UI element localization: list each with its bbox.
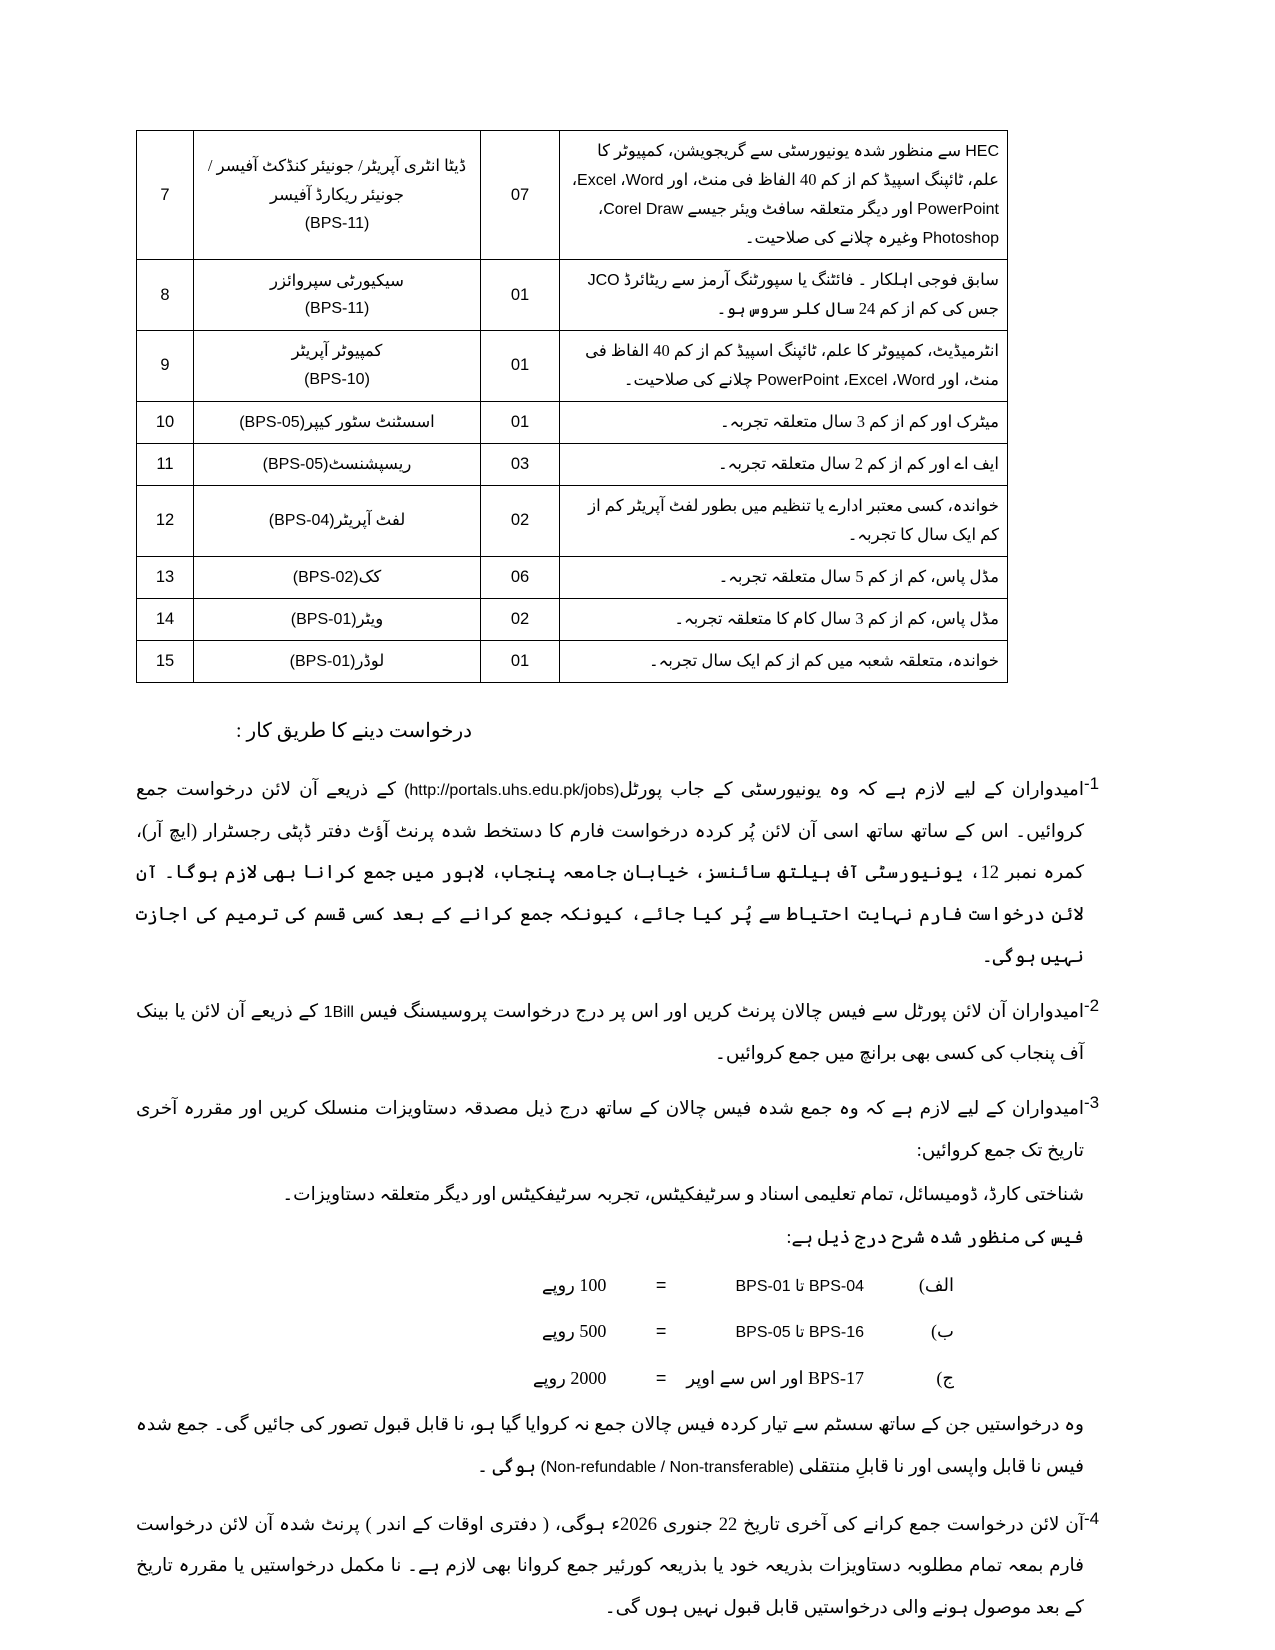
serial-number-cell: 8 <box>137 260 194 331</box>
vacancy-count-cell: 01 <box>481 640 560 682</box>
note-text-1: وہ درخواستیں جن کے ساتھ سسٹم سے تیار کردہ فیس چالان جمع نہ کروایا گیا ہو، نا قابل قبول تصور کی جائیں گی۔ جمع شدہ فیس نا قابل واپسی اور نا قابلِ منتقلی <box>136 1415 1084 1477</box>
table-row <box>137 485 1008 556</box>
list-item-number: -4 <box>1084 1508 1100 1528</box>
table-row <box>137 401 1008 443</box>
qualification-cell <box>560 260 1008 331</box>
vacancy-count-cell: 06 <box>481 556 560 598</box>
serial-number-cell: 13 <box>137 556 194 598</box>
qual-word-label: Word <box>896 371 935 389</box>
qual-text-2: اور دیگر متعلقہ سافٹ ویئر جیسے <box>683 199 918 218</box>
fee-row-amount: 2000 روپے <box>532 1367 607 1388</box>
list-item <box>136 992 1136 1075</box>
list-item-number: -3 <box>1084 1093 1100 1113</box>
fee-row-equals: = <box>655 1321 667 1342</box>
note-text-2: ہوگی ۔ <box>477 1457 541 1477</box>
vacancy-count-cell: 01 <box>481 330 560 401</box>
list-item-body <box>136 770 1084 978</box>
fee-row-amount: 100 روپے <box>541 1274 607 1295</box>
vacancy-count-cell: 03 <box>481 443 560 485</box>
list-item-number: -2 <box>1084 996 1100 1016</box>
post-title-cell <box>194 330 481 401</box>
list-item-body <box>136 992 1084 1075</box>
qual-text-2: چلانے کی صلاحیت۔ <box>623 369 758 389</box>
post-bps: (BPS-11) <box>304 300 370 318</box>
qual-excel-label: Excel <box>577 172 617 189</box>
qual-text-1: سابق فوجی اہلکار ۔ فائٹنگ یا سپورٹنگ آرمز سے ریٹائرڈ <box>619 270 999 289</box>
vacancy-count-cell: 07 <box>481 131 560 260</box>
qual-sep-3: ، <box>597 199 604 218</box>
table-row <box>137 443 1008 485</box>
fee-schedule-table <box>523 1262 964 1402</box>
bill-service-label: 1Bill <box>323 1004 354 1022</box>
section-heading-text: درخواست دینے کا طریق کار : <box>236 720 473 742</box>
post-bps: (BPS-04) <box>268 512 335 530</box>
table-row <box>137 330 1008 401</box>
nonrefundable-label: (Non-refundable / Non-transferable) <box>540 1459 794 1476</box>
serial-number-cell: 12 <box>137 485 194 556</box>
qualification-cell: ایف اے اور کم از کم 2 سال متعلقہ تجربہ۔ <box>560 443 1008 485</box>
fee-row-band: BPS-01 تا BPS-04 <box>735 1277 864 1295</box>
jobs-table-container <box>136 130 1008 683</box>
list-item-body <box>136 1089 1084 1490</box>
fee-intro-line: فیس کی منظور شدہ شرح درج ذیل ہے: <box>786 1228 1084 1249</box>
required-documents-line: شناختی کارڈ، ڈومیسائل، تمام تعلیمی اسناد و سرٹیفکیٹس، تجربہ سرٹیفکیٹس اور دیگر متعلقہ دستاویزات۔ <box>282 1184 1084 1205</box>
qualification-cell: خواندہ، متعلقہ شعبہ میں کم از کم ایک سال تجربہ۔ <box>560 640 1008 682</box>
post-title-cell <box>194 598 481 640</box>
list-item-body <box>136 1505 1084 1630</box>
qual-hec-label: HEC <box>965 143 999 160</box>
qual-text-3: وغیرہ چلانے کی صلاحیت۔ <box>744 228 923 247</box>
jobs-table-body <box>137 131 1008 683</box>
table-row <box>523 1308 964 1355</box>
qual-photoshop-label: Photoshop <box>922 230 999 247</box>
fee-row-amount: 500 روپے <box>541 1321 607 1342</box>
table-row <box>137 131 1008 260</box>
fee-nonrefundable-note <box>136 1405 1084 1488</box>
vacancy-count-cell: 01 <box>481 260 560 331</box>
qualification-cell <box>560 330 1008 401</box>
serial-number-cell: 15 <box>137 640 194 682</box>
serial-number-cell: 7 <box>137 131 194 260</box>
table-row <box>523 1355 964 1402</box>
table-row <box>137 640 1008 682</box>
table-row <box>137 556 1008 598</box>
qual-text-2: جس کی کم از کم 24 سال کلر سروس ہو۔ <box>716 299 999 318</box>
qual-sep-2: ، <box>571 170 578 189</box>
post-bps: (BPS-10) <box>304 371 370 389</box>
serial-number-cell: 11 <box>137 443 194 485</box>
qual-text-1: انٹرمیڈیٹ، کمپیوٹر کا علم، ٹائپنگ اسپیڈ کم از کم 40 الفاظ فی منٹ، اور <box>585 340 999 389</box>
instructions-list <box>136 770 1136 1644</box>
post-bps: (BPS-02) <box>292 568 359 586</box>
fee-row-equals: = <box>655 1274 667 1295</box>
fee-row-equals: = <box>655 1367 667 1388</box>
list-item <box>136 1089 1136 1490</box>
post-title-cell <box>194 640 481 682</box>
deadline-date: 22 جنوری 2026ء <box>611 1514 738 1535</box>
qualification-cell: میٹرک اور کم از کم 3 سال متعلقہ تجربہ۔ <box>560 401 1008 443</box>
post-title: لوڈر <box>355 650 385 670</box>
qual-text-1: سے منظور شدہ یونیورسٹی سے گریجویشن، کمپیوٹر کا علم، ٹائپنگ اسپیڈ کم از کم 40 الفاظ فی منٹ، اور <box>597 141 999 189</box>
vacancy-count-cell: 01 <box>481 401 560 443</box>
jobs-table <box>136 130 1008 683</box>
post-title-cell <box>194 556 481 598</box>
qual-jco-label: JCO <box>587 272 620 289</box>
qual-sep-1: ، <box>887 369 897 389</box>
list-item-number: -1 <box>1084 774 1100 793</box>
vacancy-count-cell: 02 <box>481 598 560 640</box>
instruction-text-after-url: کے ذریعے آن لائن درخواست جمع کروائیں۔ اس کے ساتھ ساتھ اسی آن لائن پُر کردہ درخواست فارم کا دستخط شدہ پرنٹ آؤٹ دفتر ڈپٹی رجسٹرار (ایچ آر)، کمرہ نمبر 12، یونیورسٹی آف ہیلتھ سائنسز، خیابانِ جامعہ پنجاب، لاہور میں جمع کرانا بھی لازم ہوگا۔ آن لائن درخواست فارم نہایت احتیاط سے پُر کیا جائے، کیونکہ جمع کرانے کے بعد کسی قسم کی ترمیم کی اجازت نہیں ہوگی۔ <box>136 780 1085 967</box>
instruction-text-1: امیدواران کے لیے لازم ہے کہ وہ جمع شدہ فیس چالان کے ساتھ درج ذیل مصدقہ دستاویزات منسلک کریں اور مقررہ آخری تاریخ تک جمع کروائیں: <box>136 1099 1084 1161</box>
qualification-cell: خواندہ، کسی معتبر ادارے یا تنظیم میں بطور لفٹ آپریٹر کم از کم ایک سال کا تجربہ۔ <box>560 485 1008 556</box>
table-row <box>137 260 1008 331</box>
post-title: سیکیورٹی سپروائزر <box>270 270 404 290</box>
instruction-text-2: کے ذریعے آن لائن یا بینک آف پنجاب کی کسی بھی برانچ میں جمع کروائیں۔ <box>136 1002 1084 1064</box>
qualification-cell <box>560 131 1008 260</box>
post-title: اسسٹنٹ سٹور کیپر <box>305 411 435 431</box>
post-title: کک <box>358 566 382 586</box>
post-title-cell <box>194 485 481 556</box>
instruction-text-1: آن لائن درخواست جمع کرانے کی آخری تاریخ <box>737 1514 1084 1535</box>
post-title-cell <box>194 131 481 260</box>
post-bps: (BPS-05) <box>262 455 329 473</box>
qual-powerpoint-label: PowerPoint <box>757 371 839 389</box>
portal-url-link[interactable]: (http://portals.uhs.edu.pk/jobs) <box>404 782 620 799</box>
qual-coreldraw-label: Corel Draw <box>603 201 684 218</box>
post-title: لفٹ آپریٹر <box>334 510 406 530</box>
instruction-text-1: امیدواران آن لائن پورٹل سے فیس چالان پرنٹ کریں اور اس پر درج درخواست پروسیسنگ فیس <box>353 1002 1084 1023</box>
fee-row-band: BPS-05 تا BPS-16 <box>735 1324 864 1342</box>
fee-row-label: ج) <box>936 1367 954 1388</box>
post-title: ڈیٹا انٹری آپریٹر/ جونیئر کنڈکٹ آفیسر / جونیئر ریکارڈ آفیسر <box>207 156 467 204</box>
qual-sep-1: ، <box>616 170 626 189</box>
fee-schedule-body <box>523 1262 964 1402</box>
post-bps: (BPS-01) <box>290 610 357 628</box>
instruction-text-2: ہوگی، ( دفتری اوقات کے اندر ) پرنٹ شدہ آن لائن درخواست فارم بمعہ تمام مطلوبہ دستاویزات بذریعہ خود یا بذریعہ کورئیر جمع کروانا بھی لازم ہے۔ نا مکمل درخواستیں یا مقررہ تاریخ کے بعد موصول ہونے والی درخواستیں قابل قبول نہیں ہوں گی۔ <box>136 1514 1084 1618</box>
section-heading <box>0 718 1275 743</box>
qualification-cell: مڈل پاس، کم از کم 5 سال متعلقہ تجربہ۔ <box>560 556 1008 598</box>
fee-row-band: BPS-17 اور اس سے اوپر <box>686 1367 864 1388</box>
qual-sep-2: ، <box>838 369 849 389</box>
serial-number-cell: 14 <box>137 598 194 640</box>
post-title-cell <box>194 401 481 443</box>
qual-word-label: Word <box>625 172 664 189</box>
serial-number-cell: 9 <box>137 330 194 401</box>
post-title: ریسپشنسٹ <box>328 453 412 473</box>
list-item <box>136 770 1136 978</box>
fee-row-label: ب) <box>931 1321 954 1342</box>
table-row <box>137 598 1008 640</box>
post-title: کمپیوٹر آپریٹر <box>291 341 383 361</box>
post-bps: (BPS-05) <box>239 413 306 431</box>
instruction-text-before-url: امیدواران کے لیے لازم ہے کہ وہ یونیورسٹی کے جاب پورٹل <box>619 780 1084 800</box>
qual-powerpoint-label: PowerPoint <box>917 201 999 218</box>
post-title: ویٹر <box>356 608 384 628</box>
qualification-cell: مڈل پاس، کم از کم 3 سال کام کا متعلقہ تجربہ۔ <box>560 598 1008 640</box>
serial-number-cell: 10 <box>137 401 194 443</box>
post-title-cell <box>194 443 481 485</box>
list-item <box>136 1505 1136 1630</box>
table-row <box>523 1262 964 1309</box>
fee-row-label: الف) <box>918 1274 954 1295</box>
post-bps: (BPS-01) <box>289 652 356 670</box>
vacancy-count-cell: 02 <box>481 485 560 556</box>
post-bps: (BPS-11) <box>304 214 370 232</box>
post-title-cell <box>194 260 481 331</box>
qual-excel-label: Excel <box>848 371 888 389</box>
